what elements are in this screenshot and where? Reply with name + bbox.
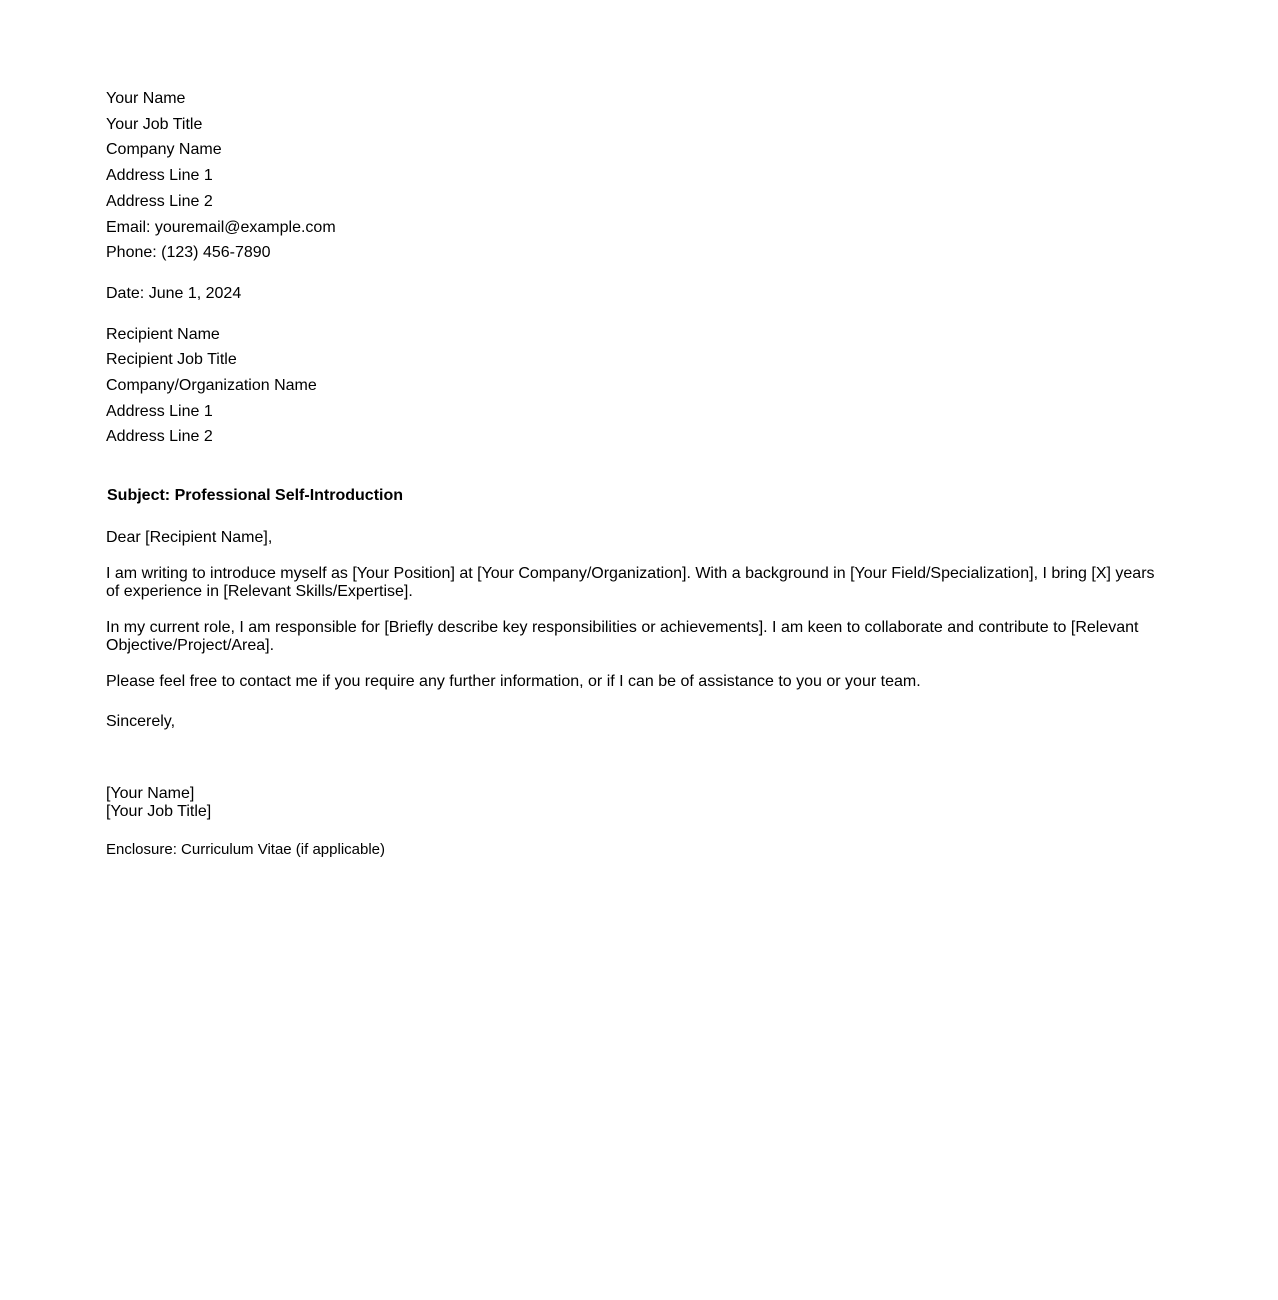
sender-company: Company Name [106,141,222,159]
recipient-block [106,322,1166,451]
recipient-job-title: Recipient Job Title [106,351,237,369]
sender-address-line-2: Address Line 2 [106,192,213,210]
closing: Sincerely, [106,713,176,731]
letter-date: Date: June 1, 2024 [106,284,242,302]
body-paragraph-role: In my current role, I am responsible for [Briefly describe key responsibilities or achievements]. I am keen to collaborate and contribute to [Relevant Objective/Project/Area]. [106,619,1139,655]
recipient-address-line-2: Address Line 2 [106,428,213,446]
letter-document [106,86,1166,859]
signature-block [106,785,1166,821]
sender-phone: Phone: (123) 456-7890 [106,244,271,262]
sender-email: Email: youremail@example.com [106,218,336,236]
sender-job-title: Your Job Title [106,115,203,133]
enclosure-note: Enclosure: Curriculum Vitae (if applicable) [106,841,386,859]
signature-name: [Your Name] [106,785,195,803]
sender-address-line-1: Address Line 1 [106,167,213,185]
sender-name: Your Name [106,90,186,107]
salutation: Dear [Recipient Name], [106,529,273,547]
recipient-organization: Company/Organization Name [106,377,317,395]
body-paragraph-contact: Please feel free to contact me if you require any further information, or if I can be of assistance to you or your team. [106,673,921,691]
recipient-address-line-1: Address Line 1 [106,402,213,420]
recipient-name: Recipient Name [106,325,220,343]
sender-block [106,86,1166,266]
signature-job-title: [Your Job Title] [106,803,212,821]
body-paragraph-intro: I am writing to introduce myself as [Your Position] at [Your Company/Organization]. With a background in [Your Field/Specialization], I bring [X] years of experience in [Relevant Skills/Expertise]. [106,565,1155,601]
subject-line: Subject: Professional Self-Introduction [107,487,404,505]
